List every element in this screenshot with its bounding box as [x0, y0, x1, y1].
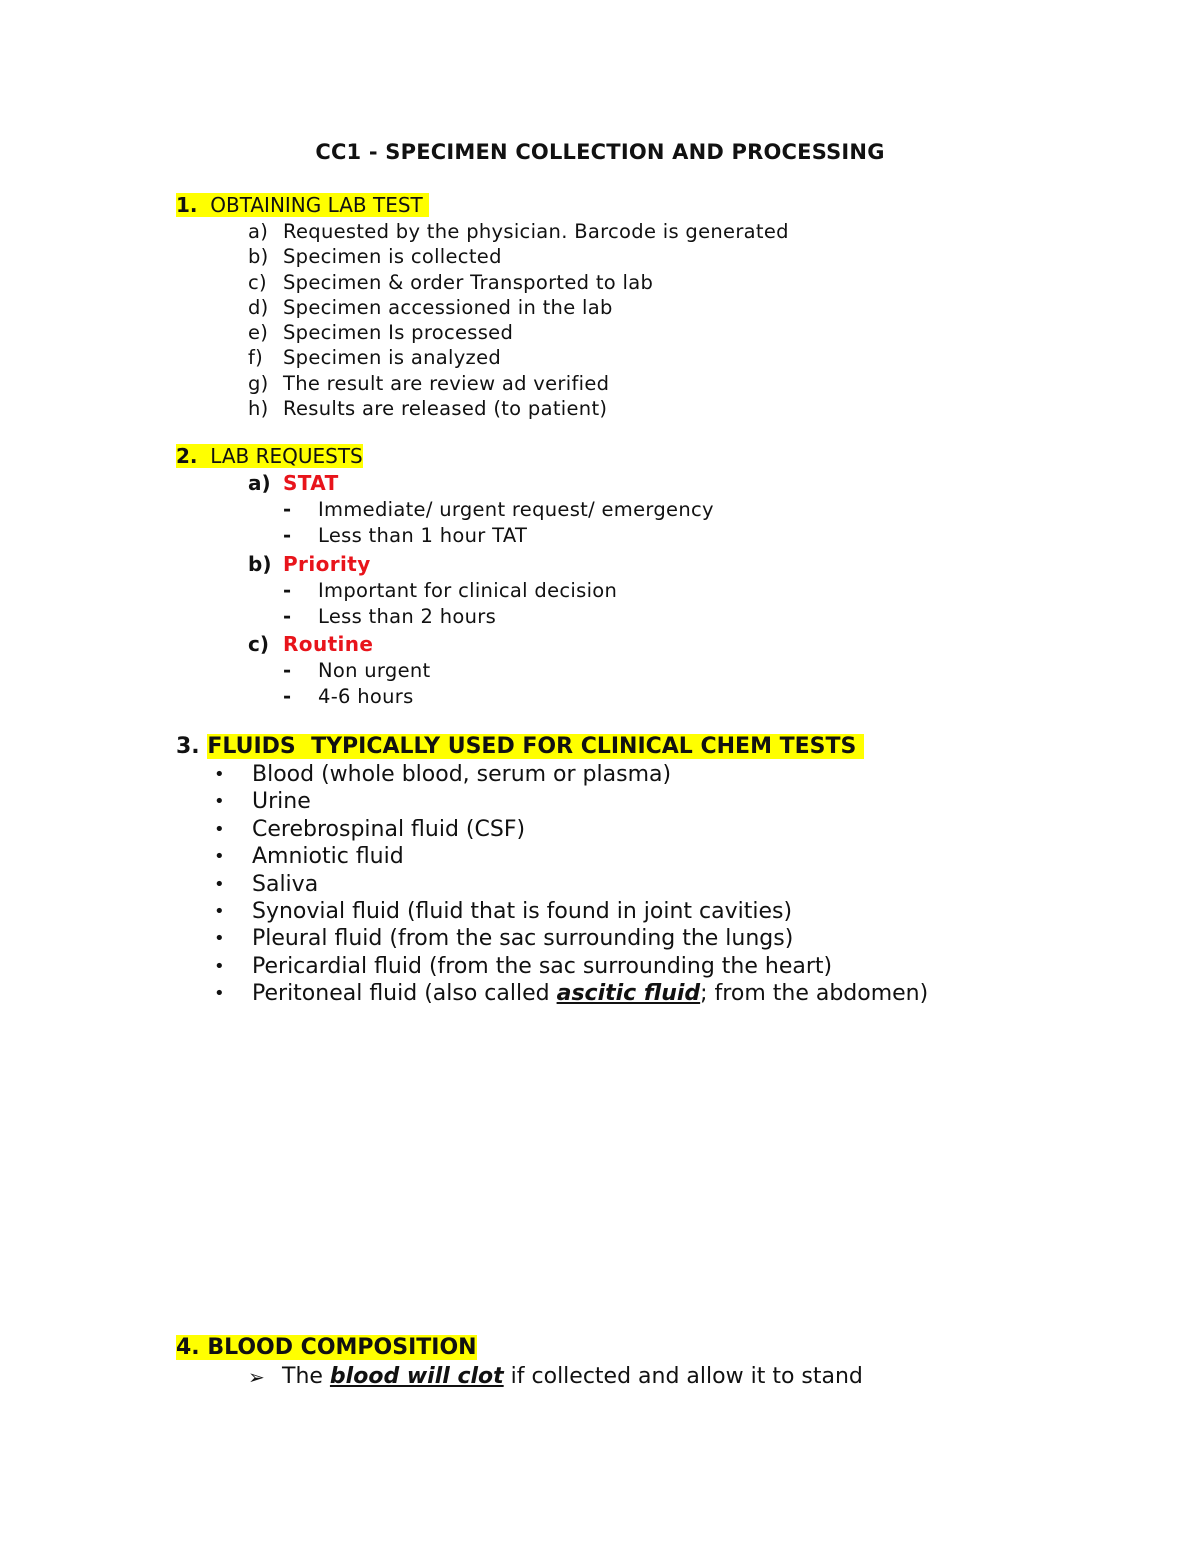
- list-text: Cerebrospinal fluid (CSF): [252, 816, 526, 842]
- list-text: Urine: [252, 789, 311, 815]
- list-text: Non urgent: [318, 659, 431, 683]
- page-title: CC1 - SPECIMEN COLLECTION AND PROCESSING: [315, 140, 885, 164]
- list-marker: h): [248, 397, 269, 421]
- section-2-highlight: [176, 444, 363, 468]
- text-run: ; from the abdomen): [700, 981, 929, 1007]
- dash-marker: -: [283, 685, 292, 709]
- section-number: 1.: [176, 193, 198, 217]
- bullet-marker: •: [214, 955, 225, 977]
- section-2-heading: [176, 444, 363, 468]
- list-marker: d): [248, 295, 269, 319]
- list-text: Important for clinical decision: [318, 578, 618, 602]
- bullet-marker: •: [214, 928, 225, 950]
- section-number: 4.: [176, 1335, 200, 1360]
- section-title: OBTAINING LAB TEST: [210, 193, 423, 217]
- dash-marker: -: [283, 604, 292, 628]
- list-text: Specimen is collected: [283, 245, 502, 269]
- bullet-marker: •: [214, 846, 225, 868]
- section-4-heading: [176, 1335, 477, 1360]
- list-text: Requested by the physician. Barcode is generated: [283, 220, 789, 243]
- section-title: BLOOD COMPOSITION: [207, 1335, 477, 1360]
- list-text: Pericardial fluid (from the sac surrounding the heart): [252, 953, 833, 979]
- request-label: STAT: [283, 471, 339, 495]
- list-marker: f): [248, 346, 264, 370]
- dash-marker: -: [283, 578, 292, 602]
- list-marker: a): [248, 471, 271, 495]
- list-text: Synovial fluid (fluid that is found in joint cavities): [252, 898, 793, 924]
- emphasized-term: ascitic fluid: [556, 981, 701, 1007]
- emphasized-term: blood will clot: [329, 1364, 504, 1389]
- section-number: 3.: [176, 734, 200, 759]
- request-label: Priority: [283, 551, 371, 576]
- section-4-highlight: [176, 1335, 477, 1360]
- list-text: [282, 1363, 863, 1391]
- list-text: Specimen is analyzed: [283, 346, 502, 370]
- list-text: Immediate/ urgent request/ emergency: [318, 498, 714, 521]
- list-text: Blood (whole blood, serum or plasma): [252, 762, 672, 787]
- text-run: The: [282, 1364, 330, 1389]
- bullet-marker: •: [214, 764, 225, 785]
- list-marker: c): [248, 632, 269, 657]
- list-text: The result are review ad verified: [283, 371, 610, 395]
- bullet-marker: •: [214, 818, 225, 840]
- section-1-heading: [176, 193, 429, 217]
- text-run: Peritoneal fluid (also called: [252, 981, 557, 1007]
- section-title: LAB REQUESTS: [210, 444, 363, 468]
- section-title: FLUIDS TYPICALLY USED FOR CLINICAL CHEM TESTS: [207, 734, 857, 759]
- list-text: Less than 2 hours: [318, 604, 497, 628]
- dash-marker: -: [283, 498, 292, 521]
- list-text: Results are released (to patient): [283, 397, 608, 421]
- arrow-bullet-icon: ➢: [248, 1365, 265, 1389]
- text-run: if collected and allow it to stand: [503, 1364, 863, 1389]
- list-marker: c): [248, 270, 267, 294]
- section-3-highlight: [207, 734, 864, 759]
- list-marker: a): [248, 220, 269, 243]
- section-3-heading: [176, 734, 864, 759]
- list-marker: g): [248, 371, 269, 395]
- section-number: 2.: [176, 444, 198, 468]
- list-text: Specimen Is processed: [283, 321, 514, 345]
- bullet-marker: •: [214, 873, 225, 895]
- bullet-marker: •: [214, 983, 225, 1005]
- list-text: [252, 980, 928, 1007]
- list-text: Pleural fluid (from the sac surrounding the lungs): [252, 926, 794, 952]
- list-text: Less than 1 hour TAT: [318, 524, 528, 548]
- request-label: Routine: [283, 632, 374, 657]
- dash-marker: -: [283, 524, 292, 548]
- bullet-marker: •: [214, 791, 225, 813]
- list-marker: b): [248, 551, 272, 576]
- list-marker: e): [248, 321, 269, 345]
- list-text: Specimen & order Transported to lab: [283, 270, 654, 294]
- dash-marker: -: [283, 659, 292, 683]
- section-1-highlight: [176, 193, 429, 217]
- list-text: Amniotic fluid: [252, 844, 404, 870]
- bullet-marker: •: [214, 900, 225, 922]
- list-text: Specimen accessioned in the lab: [283, 295, 613, 319]
- list-text: Saliva: [252, 871, 319, 897]
- list-text: 4-6 hours: [318, 685, 414, 709]
- list-marker: b): [248, 245, 269, 269]
